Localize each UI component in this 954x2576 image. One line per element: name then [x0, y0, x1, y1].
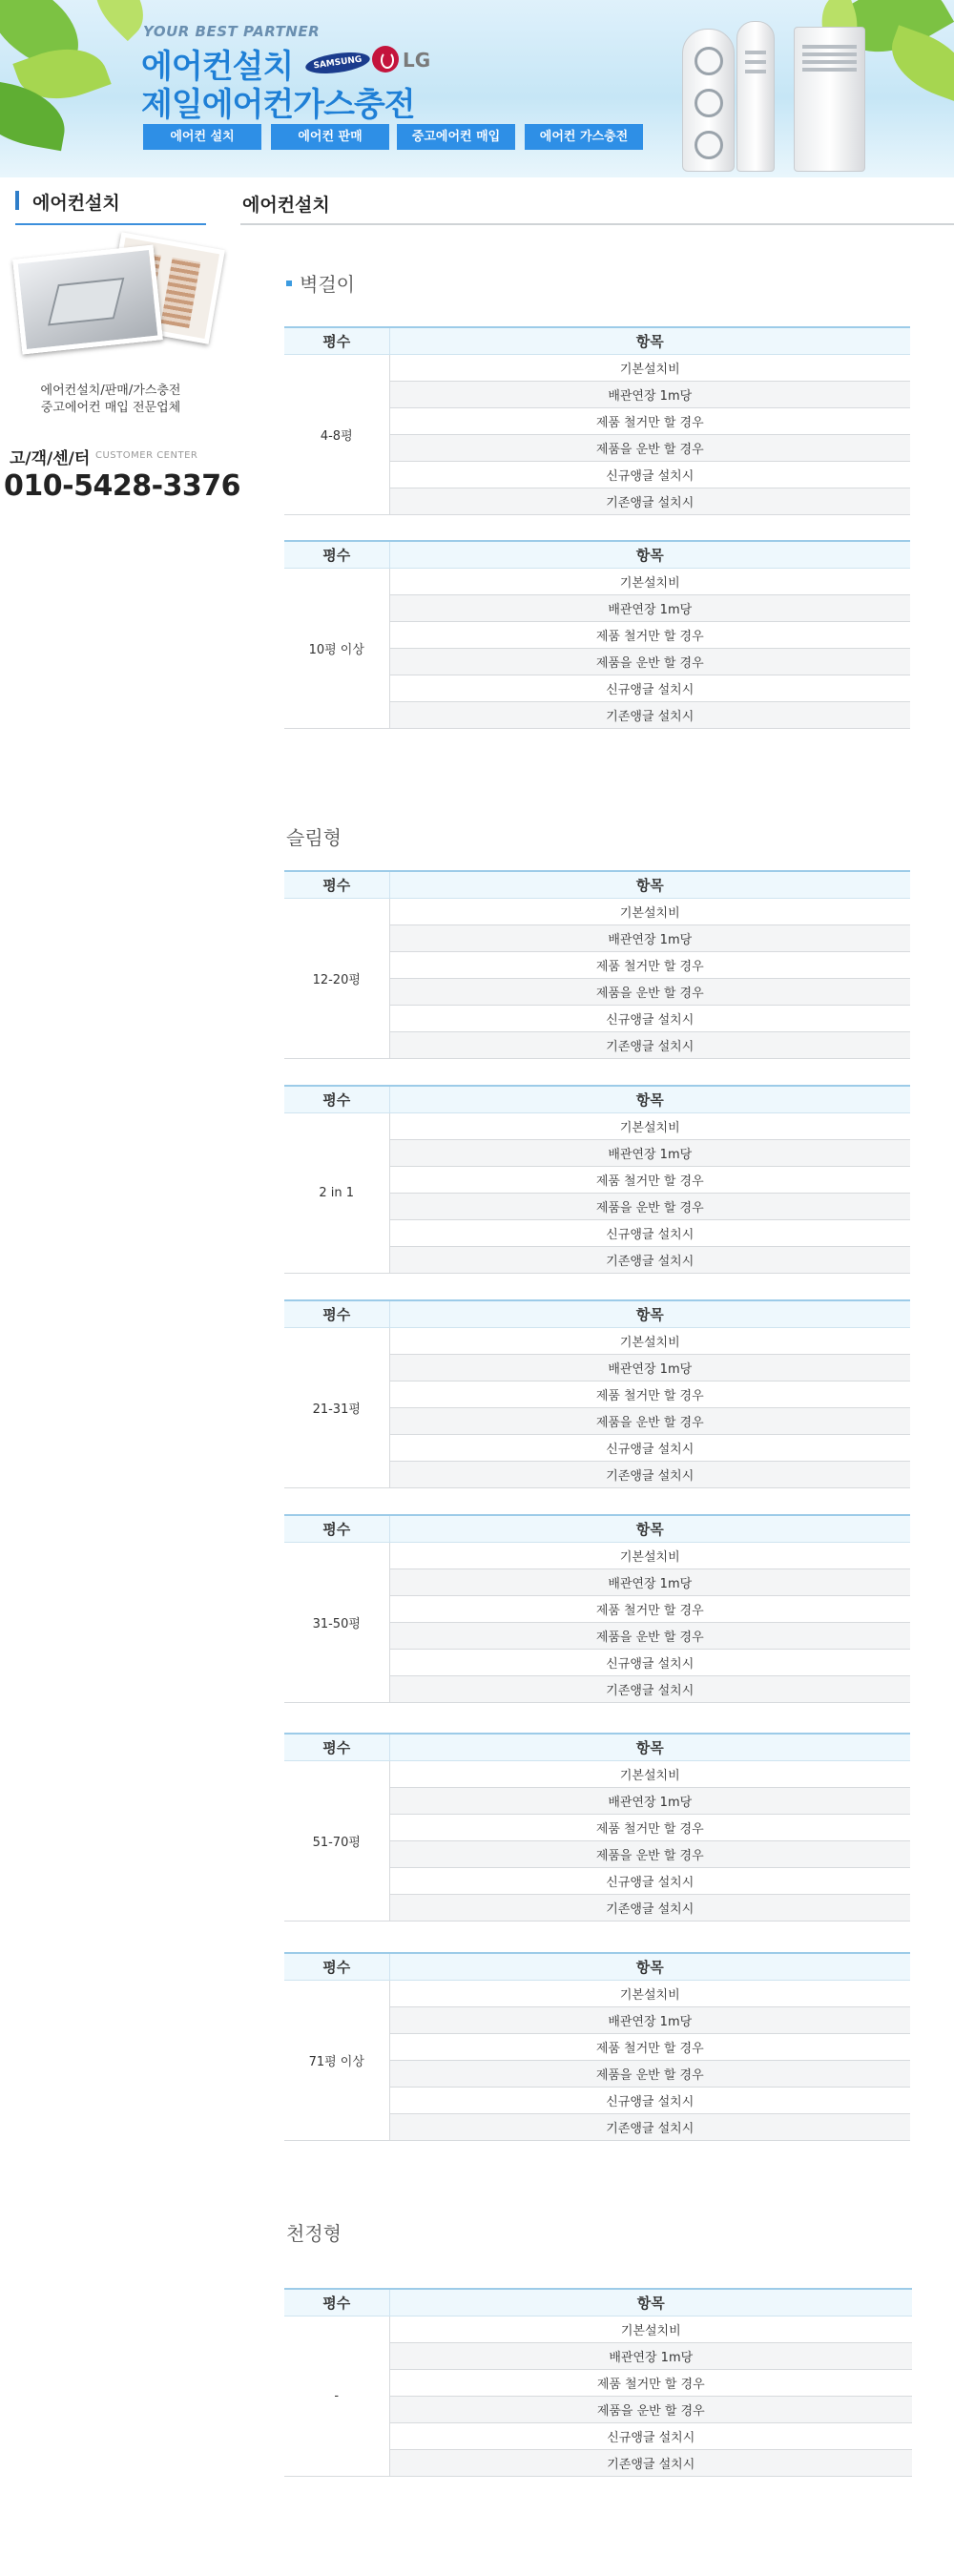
price-table — [284, 1514, 910, 1703]
item-cell: 기본설치비 — [389, 354, 910, 381]
item-cell: 기본설치비 — [389, 898, 910, 924]
table-row — [284, 2316, 912, 2342]
nav-gas-charge[interactable]: 에어컨 가스충전 — [525, 124, 643, 150]
section-title — [286, 822, 342, 850]
main-header — [240, 187, 954, 225]
column-header-size: 평수 — [284, 1515, 389, 1542]
section-title-text: 벽걸이 — [300, 273, 355, 296]
table-row — [284, 1327, 910, 1354]
column-header-item: 항목 — [389, 1300, 910, 1327]
size-cell: 4-8평 — [284, 354, 389, 514]
sidebar-photo — [17, 237, 208, 361]
header-title-line2: 제일에어컨가스충전 — [141, 86, 415, 124]
item-cell: 기존앵글 설치시 — [389, 1246, 910, 1273]
column-header-item: 항목 — [389, 1515, 910, 1542]
item-cell: 제품을 운반 할 경우 — [389, 648, 910, 675]
size-cell: 2 in 1 — [284, 1112, 389, 1273]
item-cell: 제품을 운반 할 경우 — [389, 1407, 910, 1434]
item-cell: 제품 철거만 할 경우 — [389, 1381, 910, 1407]
sidebar-desc-line2: 중고에어컨 매입 전문업체 — [40, 401, 181, 415]
lg-logo-icon — [372, 46, 399, 73]
table-row — [284, 1542, 910, 1568]
table-row — [284, 1112, 910, 1139]
item-cell: 제품을 운반 할 경우 — [389, 434, 910, 461]
item-cell: 배관연장 1m당 — [389, 2342, 912, 2369]
customer-center-phone[interactable]: 010-5428-3376 — [4, 469, 241, 503]
item-cell: 제품을 운반 할 경우 — [389, 1840, 910, 1867]
item-cell: 제품 철거만 할 경우 — [389, 1166, 910, 1193]
item-cell: 배관연장 1m당 — [389, 1787, 910, 1814]
item-cell: 기본설치비 — [389, 1112, 910, 1139]
item-cell: 기존앵글 설치시 — [389, 1031, 910, 1058]
column-header-size: 평수 — [284, 1734, 389, 1760]
item-cell: 신규앵글 설치시 — [389, 1005, 910, 1031]
lg-logo-text: LG — [403, 49, 431, 72]
column-header-item: 항목 — [389, 1953, 910, 1980]
sidebar-title — [15, 187, 206, 225]
item-cell: 제품 철거만 할 경우 — [389, 407, 910, 434]
size-cell: 71평 이상 — [284, 1980, 389, 2140]
size-cell: 51-70평 — [284, 1760, 389, 1921]
item-cell: 기존앵글 설치시 — [389, 1894, 910, 1921]
item-cell: 제품 철거만 할 경우 — [389, 1814, 910, 1840]
sidebar-desc-line1: 에어컨설치/판매/가스충전 — [40, 384, 181, 398]
column-header-item: 항목 — [389, 2289, 912, 2316]
sidebar-title-text: 에어컨설치 — [32, 193, 120, 214]
item-cell: 배관연장 1m당 — [389, 1568, 910, 1595]
column-header-size: 평수 — [284, 2289, 389, 2316]
table-row — [284, 1760, 910, 1787]
item-cell: 배관연장 1m당 — [389, 1139, 910, 1166]
samsung-logo: SAMSUNG — [304, 49, 371, 76]
column-header-size: 평수 — [284, 1086, 389, 1112]
column-header-item: 항목 — [389, 1734, 910, 1760]
site-header — [0, 0, 954, 177]
title-bar-accent — [15, 191, 19, 210]
item-cell: 신규앵글 설치시 — [389, 1867, 910, 1894]
item-cell: 신규앵글 설치시 — [389, 2422, 912, 2449]
table-row — [284, 568, 910, 594]
column-header-size: 평수 — [284, 1953, 389, 1980]
column-header-size: 평수 — [284, 1300, 389, 1327]
price-table — [284, 1952, 910, 2141]
item-cell: 기존앵글 설치시 — [389, 2113, 910, 2140]
item-cell: 기본설치비 — [389, 2316, 912, 2342]
nav-ac-sale[interactable]: 에어컨 판매 — [271, 124, 389, 150]
item-cell: 제품을 운반 할 경우 — [389, 1622, 910, 1649]
item-cell: 신규앵글 설치시 — [389, 2087, 910, 2113]
item-cell: 기존앵글 설치시 — [389, 701, 910, 728]
item-cell: 제품을 운반 할 경우 — [389, 1193, 910, 1219]
header-tagline: YOUR BEST PARTNER — [143, 23, 321, 40]
column-header-item: 항목 — [389, 327, 910, 354]
item-cell: 제품을 운반 할 경우 — [389, 978, 910, 1005]
nav-ac-install[interactable]: 에어컨 설치 — [143, 124, 261, 150]
ac-unit-image — [794, 27, 865, 172]
item-cell: 기존앵글 설치시 — [389, 2449, 912, 2476]
item-cell: 기본설치비 — [389, 1542, 910, 1568]
customer-center-label: 고/객/센/터 — [10, 449, 91, 468]
price-table — [284, 2288, 912, 2477]
item-cell: 배관연장 1m당 — [389, 594, 910, 621]
size-cell: - — [284, 2316, 389, 2476]
item-cell: 기존앵글 설치시 — [389, 1461, 910, 1487]
item-cell: 제품을 운반 할 경우 — [389, 2396, 912, 2422]
ac-unit-image — [682, 29, 735, 172]
price-table — [284, 870, 910, 1059]
price-table — [284, 1085, 910, 1274]
table-row — [284, 898, 910, 924]
price-table — [284, 1299, 910, 1488]
item-cell: 제품 철거만 할 경우 — [389, 1595, 910, 1622]
main-title: 에어컨설치 — [242, 195, 330, 216]
item-cell: 신규앵글 설치시 — [389, 1219, 910, 1246]
item-cell: 제품 철거만 할 경우 — [389, 2369, 912, 2396]
ac-unit-image — [736, 21, 775, 172]
column-header-item: 항목 — [389, 871, 910, 898]
size-cell: 10평 이상 — [284, 568, 389, 728]
size-cell: 12-20평 — [284, 898, 389, 1058]
price-table — [284, 1733, 910, 1922]
size-cell: 31-50평 — [284, 1542, 389, 1702]
column-header-size: 평수 — [284, 327, 389, 354]
item-cell: 배관연장 1m당 — [389, 2006, 910, 2033]
size-cell: 21-31평 — [284, 1327, 389, 1487]
section-title — [286, 2218, 342, 2246]
price-table — [284, 540, 910, 729]
section-title — [286, 269, 355, 297]
item-cell: 제품을 운반 할 경우 — [389, 2060, 910, 2087]
nav-used-ac-purchase[interactable]: 중고에어컨 매입 — [397, 124, 515, 150]
item-cell: 기존앵글 설치시 — [389, 1675, 910, 1702]
item-cell: 신규앵글 설치시 — [389, 675, 910, 701]
table-row — [284, 354, 910, 381]
column-header-item: 항목 — [389, 1086, 910, 1112]
item-cell: 신규앵글 설치시 — [389, 1434, 910, 1461]
table-row — [284, 1980, 910, 2006]
item-cell: 기본설치비 — [389, 1760, 910, 1787]
column-header-size: 평수 — [284, 541, 389, 568]
item-cell: 제품 철거만 할 경우 — [389, 2033, 910, 2060]
bullet-square-icon — [286, 280, 292, 286]
item-cell: 신규앵글 설치시 — [389, 461, 910, 488]
section-title-text: 슬림형 — [286, 826, 342, 849]
item-cell: 배관연장 1m당 — [389, 924, 910, 951]
item-cell: 신규앵글 설치시 — [389, 1649, 910, 1675]
item-cell: 기본설치비 — [389, 1980, 910, 2006]
item-cell: 기본설치비 — [389, 568, 910, 594]
column-header-item: 항목 — [389, 541, 910, 568]
header-title-line1: 에어컨설치 — [141, 48, 294, 86]
item-cell: 제품 철거만 할 경우 — [389, 621, 910, 648]
price-table — [284, 326, 910, 515]
item-cell: 기본설치비 — [389, 1327, 910, 1354]
item-cell: 기존앵글 설치시 — [389, 488, 910, 514]
section-title-text: 천정형 — [286, 2222, 342, 2245]
customer-center-sub: CUSTOMER CENTER — [95, 450, 198, 461]
column-header-size: 평수 — [284, 871, 389, 898]
item-cell: 배관연장 1m당 — [389, 1354, 910, 1381]
item-cell: 제품 철거만 할 경우 — [389, 951, 910, 978]
item-cell: 배관연장 1m당 — [389, 381, 910, 407]
